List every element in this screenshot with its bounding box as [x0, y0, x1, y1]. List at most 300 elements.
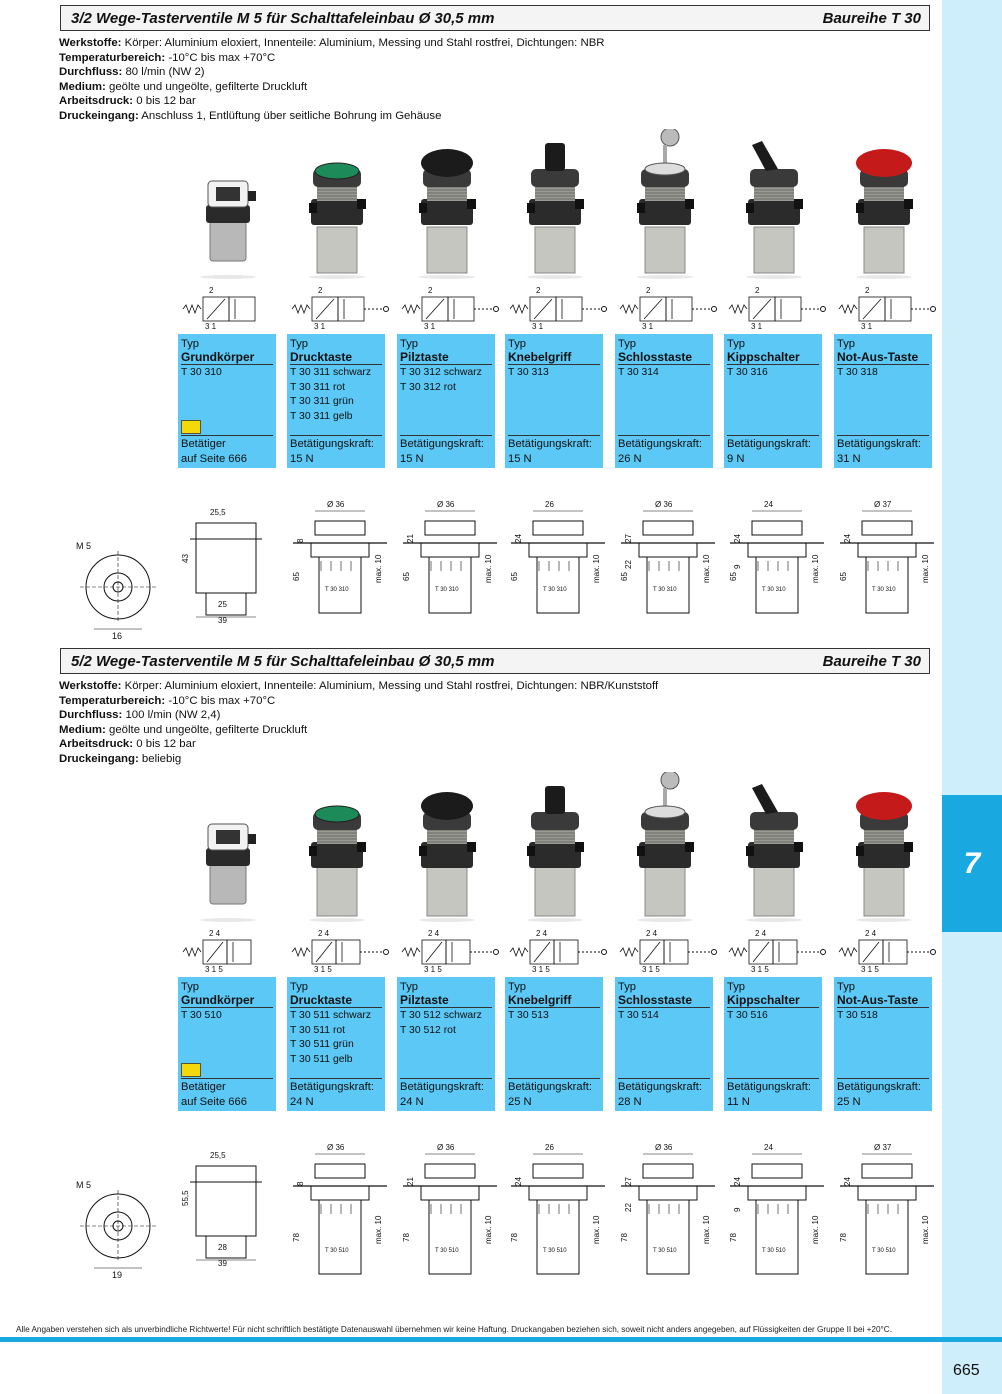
- dim-cap-height: 21: [406, 534, 415, 543]
- port-label-top: 2: [865, 286, 870, 295]
- dim-top: Ø 37: [874, 500, 892, 509]
- dim-body-height: 78: [620, 1233, 629, 1242]
- spec-key: Druckeingang:: [59, 752, 139, 765]
- port-label-top: 2 4: [428, 929, 440, 938]
- sidebar-band: [942, 0, 1002, 1394]
- dim-body-height: 78: [510, 1233, 519, 1242]
- dimension-drawing: [503, 493, 609, 643]
- dim-top: 25,5: [210, 508, 226, 517]
- spec-key: Arbeitsdruck:: [59, 95, 134, 108]
- divider: [618, 1007, 710, 1008]
- divider: [181, 435, 273, 436]
- type-label: Typ: [181, 338, 200, 350]
- dimension-drawing: [176, 493, 282, 643]
- force-value: 24 N: [400, 1096, 424, 1108]
- order-codes: [837, 366, 878, 381]
- dim-body-height: 65: [729, 572, 738, 581]
- product-name: Schlosstaste: [618, 993, 693, 1007]
- product-photo-key: [615, 129, 715, 279]
- order-code[interactable]: T 30 511 schwarz: [290, 1010, 372, 1021]
- dim-cap-height: 27: [624, 534, 633, 543]
- order-codes: [618, 366, 659, 381]
- product-name: Kippschalter: [727, 993, 800, 1007]
- order-codes: [508, 366, 549, 381]
- dim-max: max. 10: [811, 554, 820, 583]
- product-name: Not-Aus-Taste: [837, 350, 919, 364]
- order-code[interactable]: T 30 311 gelb: [290, 410, 353, 422]
- dim-cap-height: 24: [514, 534, 523, 543]
- product-photo-mushroom-red: [834, 129, 934, 279]
- order-codes: [400, 1009, 482, 1038]
- spec-key: Druckeingang:: [59, 109, 139, 122]
- force-value: 25 N: [508, 1096, 532, 1108]
- port-label-bottom: 3 1 5: [205, 965, 223, 974]
- product-photo-toggle: [505, 772, 605, 922]
- dim-top: 25,5: [210, 1151, 226, 1160]
- order-code[interactable]: T 30 511 rot: [290, 1024, 346, 1036]
- product-photo-flat-green: [287, 772, 387, 922]
- order-code[interactable]: T 30 311 schwarz: [290, 367, 372, 378]
- section-header: [60, 648, 930, 674]
- dim-max: max. 10: [702, 554, 711, 583]
- port-label-bottom: 3 1: [205, 322, 217, 331]
- dim-model-code: T 30 510: [653, 1248, 677, 1254]
- product-card[interactable]: [724, 334, 822, 468]
- dimension-drawing: [176, 1136, 282, 1296]
- type-label: Typ: [618, 338, 637, 350]
- order-code[interactable]: T 30 311 grün: [290, 396, 354, 408]
- dim-model-code: T 30 510: [543, 1248, 567, 1254]
- order-code[interactable]: T 30 311 rot: [290, 381, 346, 393]
- dim-top: Ø 36: [437, 500, 455, 509]
- book-icon: [181, 420, 201, 434]
- dim-left: 55,5: [181, 1190, 190, 1206]
- order-codes: [727, 366, 768, 381]
- force-value: 11 N: [727, 1096, 750, 1108]
- divider: [508, 435, 600, 436]
- product-photo-mushroom-black: [397, 772, 497, 922]
- spec-key: Werkstoffe:: [59, 37, 122, 49]
- product-name: Pilztaste: [400, 350, 449, 364]
- valve-symbol: [508, 924, 608, 974]
- spec-row: [59, 94, 605, 109]
- port-label-top: 2: [646, 286, 651, 295]
- spec-key: Durchfluss:: [59, 709, 123, 722]
- page-number: 665: [953, 1362, 980, 1379]
- valve-symbol: [727, 281, 827, 331]
- force-label: Betätigungskraft:: [618, 438, 702, 450]
- dim-model-code: T 30 310: [543, 587, 567, 593]
- product-name: Knebelgriff: [508, 350, 572, 364]
- dim-body-height: 78: [292, 1233, 301, 1242]
- dim-max: max. 10: [484, 1215, 493, 1244]
- order-code[interactable]: T 30 518: [837, 1010, 878, 1021]
- dim-top: 24: [764, 500, 773, 509]
- type-label: Typ: [618, 981, 637, 993]
- port-label-bottom: 3 1: [424, 322, 436, 331]
- spec-value: beliebig: [141, 752, 182, 765]
- order-codes: [400, 366, 482, 395]
- spec-value: -10°C bis max +70°C: [168, 694, 276, 707]
- dim-cap-height: 24: [733, 534, 742, 543]
- dimension-drawing: [395, 493, 501, 643]
- spec-value: 80 l/min (NW 2): [125, 66, 205, 79]
- port-label-bottom: 3 1 5: [532, 965, 550, 974]
- port-label-top: 2 4: [318, 929, 330, 938]
- spec-list: [59, 679, 658, 767]
- thread-label: M 5: [76, 1180, 92, 1190]
- spec-value: 0 bis 12 bar: [136, 738, 196, 751]
- dim-model-code: T 30 310: [435, 587, 459, 593]
- dim-model-code: T 30 310: [653, 587, 677, 593]
- dim-model-code: T 30 510: [762, 1248, 786, 1254]
- divider: [727, 364, 819, 365]
- divider: [508, 364, 600, 365]
- order-codes: [508, 1009, 549, 1024]
- port-label-bottom: 3 1 5: [314, 965, 332, 974]
- front-width-label: 16: [112, 631, 123, 641]
- dim-bottom-1: 25: [218, 600, 227, 609]
- order-code[interactable]: T 30 312 rot: [400, 381, 456, 393]
- dim-max: max. 10: [811, 1215, 820, 1244]
- valve-symbol: [181, 281, 281, 331]
- port-label-top: 2: [209, 286, 214, 295]
- spec-row: [59, 65, 605, 80]
- dim-top: Ø 36: [655, 1143, 673, 1152]
- dim-max: max. 10: [921, 554, 930, 583]
- product-name: Not-Aus-Taste: [837, 993, 919, 1007]
- dimension-drawing: [613, 1136, 719, 1296]
- valve-symbol: [290, 281, 390, 331]
- product-card[interactable]: [834, 977, 932, 1111]
- order-code[interactable]: T 30 314: [618, 367, 659, 378]
- order-codes: [181, 1009, 222, 1024]
- dim-model-code: T 30 310: [762, 587, 786, 593]
- divider: [727, 435, 819, 436]
- port-label-bottom: 3 1: [314, 322, 326, 331]
- dim-cap-height: 8: [296, 538, 305, 543]
- product-card[interactable]: [834, 334, 932, 468]
- port-label-bottom: 3 1 5: [861, 965, 879, 974]
- order-codes: [181, 366, 222, 381]
- dim-max: max. 10: [484, 554, 493, 583]
- valve-symbol: [618, 281, 718, 331]
- dim-cap-height-2: 22: [624, 560, 633, 569]
- spec-row: [59, 723, 658, 738]
- order-code[interactable]: T 30 313: [508, 367, 549, 378]
- product-name: Drucktaste: [290, 350, 353, 364]
- dim-body-height: 78: [839, 1233, 848, 1242]
- spec-key: Temperaturbereich:: [59, 694, 166, 707]
- spec-value: Körper: Aluminium eloxiert, Innenteile: Aluminium, Messing und Stahl rostfrei, Dichtungen: NBR: [124, 37, 605, 49]
- spec-key: Arbeitsdruck:: [59, 738, 134, 751]
- product-photo-lever: [724, 129, 824, 279]
- product-photo-none: [178, 129, 278, 279]
- dimension-drawing: [503, 1136, 609, 1296]
- footer-disclaimer: Alle Angaben verstehen sich als unverbindliche Richtwerte! Für nicht schriftlich bestätigte Datenauswahl übernehmen wir keine Haftung. Druckangaben beziehen sich, soweit nicht anders angegeben, auf Flüssigkeiten der Gruppe II bei +20°C.: [16, 1325, 892, 1334]
- valve-symbol: [400, 924, 500, 974]
- order-codes: [727, 1009, 768, 1024]
- force-label: Betätigungskraft:: [727, 438, 811, 450]
- dim-body-height: 65: [292, 572, 301, 581]
- force-label: Betätigungskraft:: [618, 1081, 702, 1093]
- dim-bottom-2: 39: [218, 1259, 227, 1268]
- divider: [837, 435, 929, 436]
- order-code[interactable]: T 30 310: [181, 367, 222, 378]
- dim-max: max. 10: [921, 1215, 930, 1244]
- force-label: Betätigungskraft:: [837, 1081, 921, 1093]
- dim-max: max. 10: [702, 1215, 711, 1244]
- dim-bottom-2: 39: [218, 616, 227, 625]
- port-label-bottom: 3 1: [751, 322, 763, 331]
- dim-body-height: 78: [402, 1233, 411, 1242]
- order-code[interactable]: T 30 510: [181, 1010, 222, 1021]
- type-label: Typ: [400, 981, 419, 993]
- force-value: 31 N: [837, 453, 861, 465]
- dimension-drawing: [285, 493, 391, 643]
- divider: [400, 1007, 492, 1008]
- dim-model-code: T 30 510: [435, 1248, 459, 1254]
- force-value: 15 N: [400, 453, 424, 465]
- port-label-bottom: 3 1: [642, 322, 654, 331]
- type-label: Typ: [508, 338, 527, 350]
- spec-key: Durchfluss:: [59, 66, 123, 79]
- product-photo-mushroom-red: [834, 772, 934, 922]
- force-label: Betätiger: [181, 438, 226, 450]
- dimension-drawing: [722, 1136, 828, 1296]
- order-code[interactable]: T 30 511 gelb: [290, 1053, 353, 1065]
- divider: [290, 1078, 382, 1079]
- spec-value: Körper: Aluminium eloxiert, Innenteile: Aluminium, Messing und Stahl rostfrei, Dichtungen: NBR/Kunststoff: [124, 680, 659, 692]
- port-label-top: 2 4: [209, 929, 221, 938]
- divider: [837, 364, 929, 365]
- divider: [618, 1078, 710, 1079]
- spec-row: [59, 80, 605, 95]
- force-value: auf Seite 666: [181, 1096, 247, 1108]
- dim-max: max. 10: [592, 1215, 601, 1244]
- force-label: Betätigungskraft:: [508, 438, 592, 450]
- dimension-drawing: [722, 493, 828, 643]
- spec-row: [59, 694, 658, 709]
- dim-cap-height: 24: [843, 534, 852, 543]
- dim-cap-height-2: 22: [624, 1203, 633, 1212]
- valve-symbol: [290, 924, 390, 974]
- order-code[interactable]: T 30 513: [508, 1010, 549, 1021]
- dim-top: 26: [545, 500, 554, 509]
- product-photo-none: [178, 772, 278, 922]
- spec-value: 100 l/min (NW 2,4): [125, 709, 221, 722]
- type-label: Typ: [837, 981, 856, 993]
- product-card[interactable]: [287, 977, 385, 1111]
- product-card[interactable]: [615, 334, 713, 468]
- product-photo-key: [615, 772, 715, 922]
- series-label: Baureihe T 30: [822, 653, 921, 670]
- force-value: 24 N: [290, 1096, 314, 1108]
- spec-value: -10°C bis max +70°C: [168, 51, 276, 64]
- product-card[interactable]: [724, 977, 822, 1111]
- spec-value: geölte und ungeölte, gefilterte Druckluft: [109, 723, 308, 736]
- spec-row: [59, 36, 605, 51]
- spec-row: [59, 679, 658, 694]
- front-width-label: 19: [112, 1270, 123, 1280]
- spec-value: 0 bis 12 bar: [136, 95, 196, 108]
- product-card[interactable]: [178, 334, 276, 468]
- front-view-drawing: [70, 533, 170, 653]
- valve-symbol: [618, 924, 718, 974]
- dimension-drawing: [285, 1136, 391, 1296]
- product-name: Schlosstaste: [618, 350, 693, 364]
- dimension-drawing: [613, 493, 719, 643]
- type-label: Typ: [837, 338, 856, 350]
- front-view-drawing: [70, 1172, 170, 1292]
- dim-cap-height: 24: [514, 1177, 523, 1186]
- dim-cap-height: 27: [624, 1177, 633, 1186]
- dim-cap-height-2: 9: [733, 564, 742, 569]
- spec-key: Werkstoffe:: [59, 680, 122, 692]
- order-codes: [618, 1009, 659, 1024]
- force-value: 28 N: [618, 1096, 642, 1108]
- port-label-top: 2 4: [536, 929, 548, 938]
- divider: [727, 1078, 819, 1079]
- dim-cap-height: 8: [296, 1181, 305, 1186]
- force-label: Betätigungskraft:: [508, 1081, 592, 1093]
- valve-symbol: [837, 281, 937, 331]
- port-label-top: 2 4: [865, 929, 877, 938]
- order-codes: [290, 366, 371, 424]
- divider: [837, 1078, 929, 1079]
- dim-body-height: 65: [839, 572, 848, 581]
- port-label-top: 2: [428, 286, 433, 295]
- product-card[interactable]: [615, 977, 713, 1111]
- valve-symbol: [727, 924, 827, 974]
- type-label: Typ: [727, 981, 746, 993]
- divider: [837, 1007, 929, 1008]
- order-codes: [837, 1009, 878, 1024]
- order-code[interactable]: T 30 316: [727, 367, 768, 378]
- product-card[interactable]: [397, 334, 495, 468]
- type-label: Typ: [181, 981, 200, 993]
- spec-key: Medium:: [59, 723, 106, 736]
- order-code[interactable]: T 30 512 schwarz: [400, 1010, 482, 1021]
- dim-body-height: 65: [510, 572, 519, 581]
- force-label: Betätigungskraft:: [290, 1081, 374, 1093]
- port-label-bottom: 3 1: [532, 322, 544, 331]
- port-label-top: 2: [536, 286, 541, 295]
- divider: [400, 1078, 492, 1079]
- dim-body-height: 78: [729, 1233, 738, 1242]
- valve-symbol: [400, 281, 500, 331]
- valve-symbol: [181, 924, 281, 974]
- force-label: Betätigungskraft:: [400, 1081, 484, 1093]
- port-label-top: 2 4: [755, 929, 767, 938]
- divider: [400, 435, 492, 436]
- divider: [400, 364, 492, 365]
- dim-cap-height: 21: [406, 1177, 415, 1186]
- type-label: Typ: [290, 981, 309, 993]
- chapter-tab[interactable]: 7: [942, 795, 1002, 932]
- divider: [727, 1007, 819, 1008]
- type-label: Typ: [508, 981, 527, 993]
- product-name: Pilztaste: [400, 993, 449, 1007]
- dim-top: 24: [764, 1143, 773, 1152]
- spec-key: Medium:: [59, 80, 106, 93]
- dim-max: max. 10: [592, 554, 601, 583]
- valve-symbol: [837, 924, 937, 974]
- product-card[interactable]: [505, 977, 603, 1111]
- force-label: Betätiger: [181, 1081, 226, 1093]
- footer-bar: [0, 1337, 1002, 1342]
- divider: [290, 364, 382, 365]
- force-value: 26 N: [618, 453, 642, 465]
- divider: [181, 1007, 273, 1008]
- dim-top: Ø 36: [655, 500, 673, 509]
- section-title: 3/2 Wege-Tasterventile M 5 für Schalttafeleinbau Ø 30,5 mm: [71, 10, 495, 27]
- divider: [290, 435, 382, 436]
- valve-symbol: [508, 281, 608, 331]
- book-icon: [181, 1063, 201, 1077]
- spec-key: Temperaturbereich:: [59, 51, 166, 64]
- dim-cap-height: 24: [843, 1177, 852, 1186]
- dim-model-code: T 30 510: [872, 1248, 896, 1254]
- product-name: Knebelgriff: [508, 993, 572, 1007]
- type-label: Typ: [727, 338, 746, 350]
- order-codes: [290, 1009, 371, 1067]
- product-card[interactable]: [505, 334, 603, 468]
- product-photo-mushroom-black: [397, 129, 497, 279]
- dimension-drawing: [832, 493, 938, 643]
- port-label-bottom: 3 1: [861, 322, 873, 331]
- product-photo-toggle: [505, 129, 605, 279]
- spec-row: [59, 109, 605, 124]
- force-label: Betätigungskraft:: [400, 438, 484, 450]
- series-label: Baureihe T 30: [822, 10, 921, 27]
- dim-top: Ø 37: [874, 1143, 892, 1152]
- order-code[interactable]: T 30 512 rot: [400, 1024, 456, 1036]
- order-code[interactable]: T 30 318: [837, 367, 878, 378]
- spec-value: geölte und ungeölte, gefilterte Druckluft: [109, 80, 308, 93]
- dim-model-code: T 30 510: [325, 1248, 349, 1254]
- divider: [181, 364, 273, 365]
- thread-label: M 5: [76, 541, 92, 551]
- divider: [290, 1007, 382, 1008]
- section-header: [60, 5, 930, 31]
- force-label: Betätigungskraft:: [290, 438, 374, 450]
- type-label: Typ: [400, 338, 419, 350]
- order-code[interactable]: T 30 511 grün: [290, 1039, 354, 1051]
- order-code[interactable]: T 30 312 schwarz: [400, 367, 482, 378]
- dimension-drawing: [832, 1136, 938, 1296]
- product-card[interactable]: [287, 334, 385, 468]
- product-card[interactable]: [178, 977, 276, 1111]
- product-name: Grundkörper: [181, 350, 255, 364]
- spec-row: [59, 752, 658, 767]
- dimension-drawing: [395, 1136, 501, 1296]
- dim-left: 43: [181, 554, 190, 563]
- dim-body-height: 65: [620, 572, 629, 581]
- product-card[interactable]: [397, 977, 495, 1111]
- order-code[interactable]: T 30 516: [727, 1010, 768, 1021]
- dim-top: 26: [545, 1143, 554, 1152]
- product-name: Drucktaste: [290, 993, 353, 1007]
- force-value: 15 N: [290, 453, 314, 465]
- port-label-bottom: 3 1 5: [642, 965, 660, 974]
- spec-value: Anschluss 1, Entlüftung über seitliche Bohrung im Gehäuse: [141, 109, 442, 122]
- dim-model-code: T 30 310: [872, 587, 896, 593]
- order-code[interactable]: T 30 514: [618, 1010, 659, 1021]
- spec-row: [59, 737, 658, 752]
- dim-top: Ø 36: [327, 1143, 345, 1152]
- dim-max: max. 10: [374, 1215, 383, 1244]
